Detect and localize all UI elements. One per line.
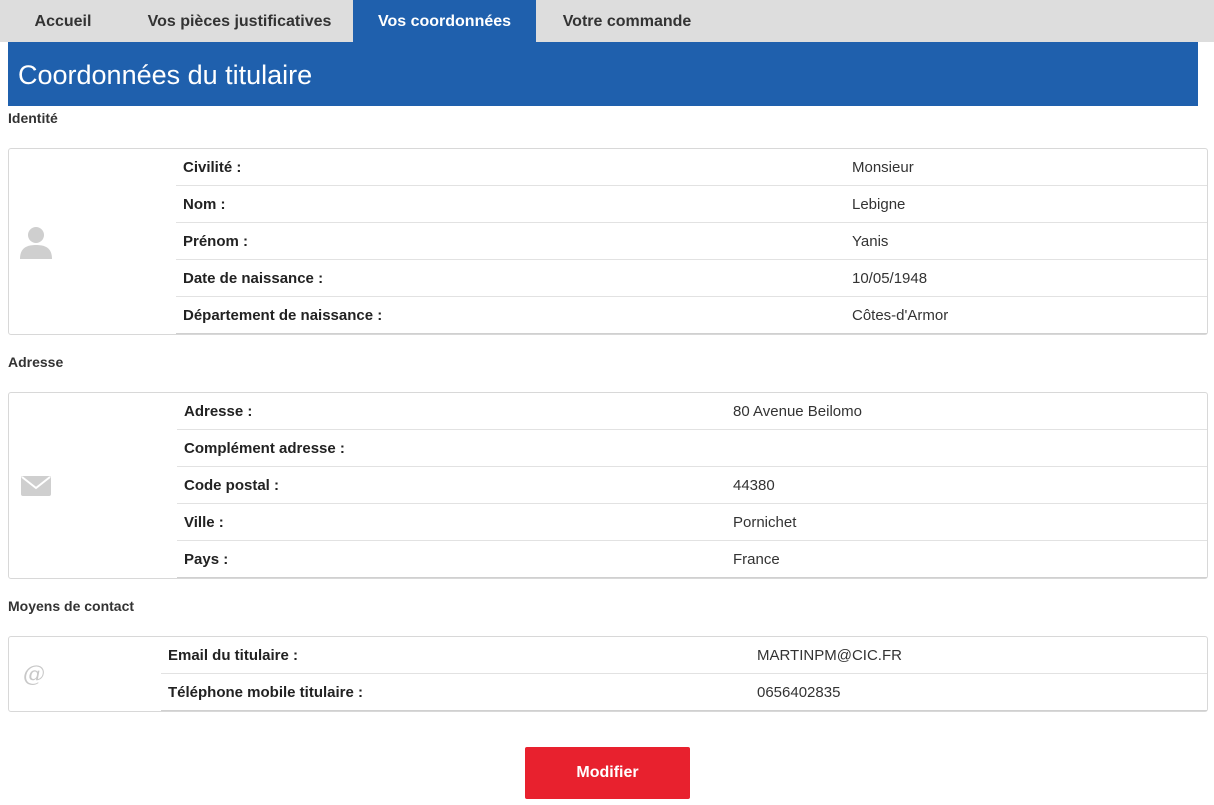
user-silhouette-icon [18,149,58,334]
field-value: Yanis [852,233,889,250]
at-sign-icon: @ [23,661,45,687]
tab-pieces-justificatives[interactable]: Vos pièces justificatives [147,13,332,30]
field-value: 44380 [733,477,775,494]
contact-card [8,636,1208,712]
tab-accueil[interactable]: Accueil [34,13,92,30]
field-value: France [733,551,780,568]
contact-row-telephone [161,674,1207,711]
field-label: Département de naissance : [183,307,383,324]
field-label: Code postal : [184,477,280,494]
identity-row-prenom [176,223,1207,260]
field-value: 80 Avenue Beilomo [733,403,862,420]
contact-heading: Moyens de contact [8,598,135,614]
field-value: Côtes-d'Armor [852,307,949,324]
address-card [8,392,1208,579]
identity-row-date-naissance [176,260,1207,297]
modify-button[interactable]: Modifier [525,747,690,799]
field-label: Prénom : [183,233,249,250]
identity-rows [176,149,1207,334]
field-label: Téléphone mobile titulaire : [168,684,364,701]
field-value: Lebigne [852,196,906,213]
address-heading: Adresse [8,354,64,370]
tab-votre-commande[interactable]: Votre commande [562,13,692,30]
identity-card [8,148,1208,335]
address-row-ville [177,504,1207,541]
address-row-adresse [177,393,1207,430]
address-row-code-postal [177,467,1207,504]
address-row-pays [177,541,1207,578]
address-row-complement [177,430,1207,467]
contact-row-email [161,637,1207,674]
envelope-icon [21,393,55,578]
page-title-bar [8,42,1198,106]
identity-row-civilite [176,149,1207,186]
field-label: Nom : [183,196,226,213]
field-label: Date de naissance : [183,270,324,287]
page-title: Coordonnées du titulaire [18,60,313,90]
tab-vos-coordonnees[interactable]: Vos coordonnées [353,0,536,42]
identity-row-nom [176,186,1207,223]
field-value: Monsieur [852,159,914,176]
field-value: Pornichet [733,514,797,531]
address-rows [177,393,1207,578]
identity-heading: Identité [8,110,58,126]
tab-bar [0,0,1214,42]
identity-row-departement-naissance [176,297,1207,334]
field-label: Civilité : [183,159,242,176]
field-label: Pays : [184,551,229,568]
field-value: MARTINPM@CIC.FR [757,647,902,664]
field-value: 10/05/1948 [852,270,928,287]
field-label: Adresse : [184,403,253,420]
contact-rows [161,637,1207,711]
field-label: Email du titulaire : [168,647,299,664]
field-label: Ville : [184,514,224,531]
field-label: Complément adresse : [184,440,345,457]
field-value: 0656402835 [757,684,841,701]
